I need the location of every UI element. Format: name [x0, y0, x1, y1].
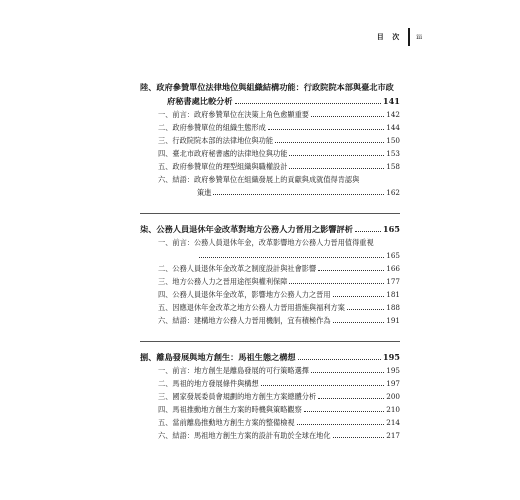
- section-line: [140, 416, 400, 429]
- section-text: 六、結語：政府參贊單位在組織發展上的貢獻與成就值得肯認與: [158, 175, 360, 184]
- chapter-title-line: [140, 80, 400, 94]
- section-page-number: 195: [386, 366, 400, 375]
- dot-leader: [298, 359, 381, 360]
- chapter-title-line: [140, 94, 400, 108]
- section-text: 一、前言：地方創生是離島發展的可行策略選擇: [158, 366, 309, 375]
- dot-leader: [333, 296, 385, 297]
- dot-leader: [311, 116, 384, 117]
- section-text: 二、馬祖的地方發展條件與構想: [158, 379, 259, 388]
- dot-leader: [333, 322, 385, 323]
- dot-leader: [355, 231, 381, 232]
- header-page-number: iii: [416, 33, 422, 41]
- section-line: [140, 134, 400, 147]
- chapter-title-line: [140, 350, 400, 364]
- section-page-number: 217: [386, 431, 400, 440]
- chapter-title-line: [140, 222, 400, 236]
- chapter-title-text: 府秘書處比較分析: [167, 96, 233, 106]
- header-title: 目 次: [376, 32, 403, 41]
- section-line: [140, 121, 400, 134]
- chapter-separator: [140, 341, 400, 342]
- section-page-number: 177: [386, 277, 400, 286]
- section-text: 一、前言：政府參贊單位在決策上角色愈顯重要: [158, 110, 309, 119]
- table-of-contents: [140, 80, 400, 456]
- section-page-number: 144: [386, 123, 400, 132]
- section-line: [140, 147, 400, 160]
- section-line: [140, 262, 400, 275]
- section-line: [140, 403, 400, 416]
- section-page-number: 142: [386, 110, 400, 119]
- section-line: [140, 364, 400, 377]
- section-page-number: 158: [386, 162, 400, 171]
- page-header: [377, 28, 422, 46]
- dot-leader: [261, 385, 385, 386]
- section-line: [140, 160, 400, 173]
- chapter-title-text: 柒、公務人員退休年金改革對地方公務人力晉用之影響評析: [140, 224, 353, 234]
- chapter-title-page-number: 141: [382, 96, 400, 106]
- section-line: [140, 301, 400, 314]
- dot-leader: [268, 129, 384, 130]
- section-line: [140, 377, 400, 390]
- dot-leader: [289, 155, 384, 156]
- section-line: [140, 249, 400, 262]
- section-page-number: 166: [386, 264, 400, 273]
- section-text: 六、結語：建構地方公務人力晉用機制，宜有積極作為: [158, 316, 331, 325]
- section-text: 三、國家發展委員會規劃的地方創生方案總體分析: [158, 392, 317, 401]
- section-text: 五、當前離島推動地方創生方案的整備檢視: [158, 418, 295, 427]
- section-line: [140, 108, 400, 121]
- section-page-number: 181: [386, 290, 400, 299]
- chapter-title-page-number: 165: [382, 224, 400, 234]
- dot-leader: [318, 398, 384, 399]
- section-text: 四、公務人員退休年金改革，影響地方公務人力之晉用: [158, 290, 331, 299]
- chapter-entry[interactable]: [140, 222, 400, 327]
- dot-leader: [333, 437, 385, 438]
- chapter-separator: [140, 213, 400, 214]
- section-page-number: 150: [386, 136, 400, 145]
- section-page-number: 200: [386, 392, 400, 401]
- dot-leader: [213, 194, 384, 195]
- section-line: [140, 275, 400, 288]
- header-divider: [408, 28, 410, 46]
- section-line: [140, 173, 400, 186]
- section-text: 五、政府參贊單位的理型組織與職權設計: [158, 162, 288, 171]
- dot-leader: [289, 168, 384, 169]
- section-line: [140, 288, 400, 301]
- dot-leader: [311, 372, 384, 373]
- chapter-title-page-number: 195: [382, 352, 400, 362]
- section-text: 四、馬祖推動地方創生方案的時機與策略觀察: [158, 405, 302, 414]
- section-line: [140, 429, 400, 442]
- dot-leader: [304, 411, 385, 412]
- section-text: 五、因應退休年金改革之地方公務人力晉用措施與福利方案: [158, 303, 345, 312]
- dot-leader: [318, 270, 384, 271]
- chapter-title-text: 陸、政府參贊單位法律地位與組織結構功能：行政院院本部與臺北市政: [140, 82, 394, 92]
- section-line: [140, 390, 400, 403]
- chapter-entry[interactable]: [140, 350, 400, 442]
- section-text: 三、行政院院本部的法律地位與功能: [158, 136, 274, 145]
- section-page-number: 214: [386, 418, 400, 427]
- section-text: 二、政府參贊單位的組織生態形成: [158, 123, 266, 132]
- section-text: 二、公務人員退休年金改革之制度設計與社會影響: [158, 264, 317, 273]
- dot-leader: [297, 424, 385, 425]
- section-text: 三、地方公務人力之晉用途徑與權利保障: [158, 277, 288, 286]
- section-page-number: 210: [386, 405, 400, 414]
- section-page-number: 165: [386, 251, 400, 260]
- dot-leader: [289, 283, 384, 284]
- chapter-entry[interactable]: [140, 80, 400, 199]
- dot-leader: [235, 103, 381, 104]
- section-line: [140, 314, 400, 327]
- section-line: [140, 236, 400, 249]
- chapter-title-text: 捌、離島發展與地方創生：馬祖生態之構想: [140, 352, 296, 362]
- section-page-number: 162: [386, 188, 400, 197]
- dot-leader: [347, 309, 384, 310]
- section-text: 一、前言：公務人員退休年金，改革影響地方公務人力晉用值得重視: [158, 238, 374, 247]
- dot-leader: [275, 142, 384, 143]
- section-text: 四、臺北市政府秘書處的法律地位與功能: [158, 149, 288, 158]
- section-page-number: 153: [386, 149, 400, 158]
- section-text: 六、結語：馬祖地方創生方案的設計有助於全球在地化: [158, 431, 331, 440]
- section-page-number: 191: [386, 316, 400, 325]
- section-line: [140, 186, 400, 199]
- dot-leader: [199, 257, 384, 258]
- section-page-number: 188: [386, 303, 400, 312]
- section-page-number: 197: [386, 379, 400, 388]
- section-text: 策進: [197, 188, 212, 197]
